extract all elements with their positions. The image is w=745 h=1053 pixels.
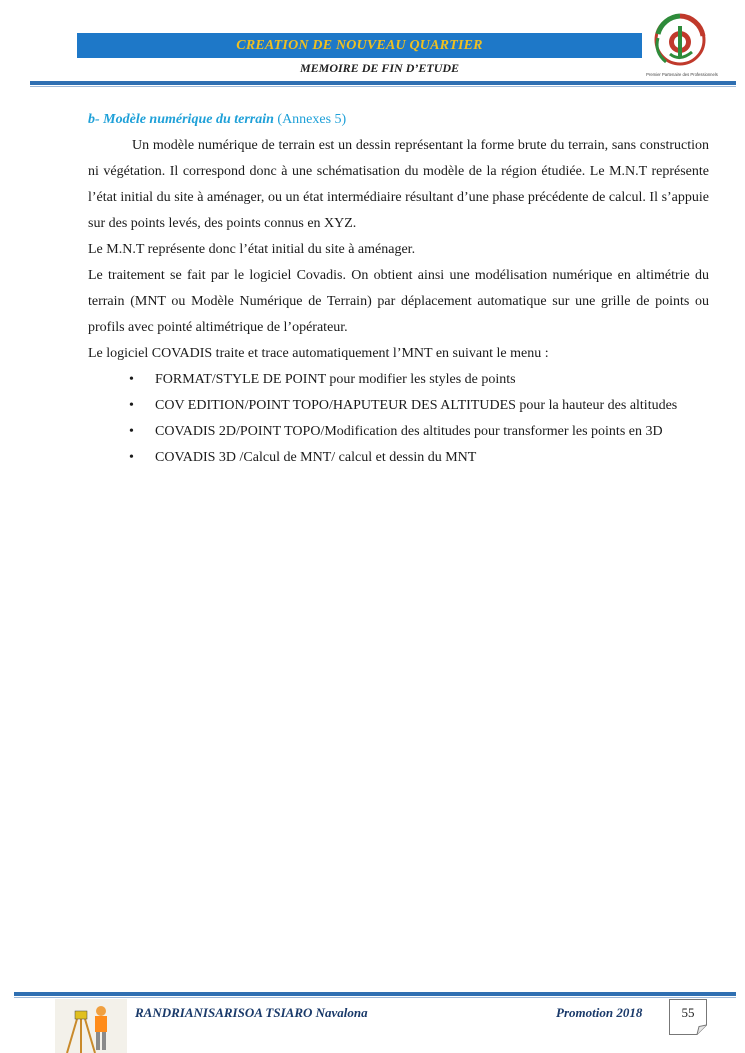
section-heading bbox=[88, 107, 709, 133]
school-logo bbox=[640, 12, 724, 80]
section-heading-text: b- Modèle numérique du terrain bbox=[88, 112, 274, 127]
list-item: • COVADIS 2D/POINT TOPO/Modification des altitudes pour transformer les points en 3D bbox=[88, 419, 709, 445]
paragraph-menu-intro: Le logiciel COVADIS traite et trace automatiquement l’MNT en suivant le menu : bbox=[88, 346, 549, 361]
list-item: • FORMAT/STYLE DE POINT pour modifier les styles de points bbox=[88, 367, 709, 393]
annex-reference: (Annexes 5) bbox=[277, 112, 347, 127]
menu-list bbox=[88, 367, 709, 471]
list-item: • COVADIS 3D /Calcul de MNT/ calcul et dessin du MNT bbox=[88, 445, 709, 471]
bullet-icon: • bbox=[129, 372, 134, 387]
header-title-bar bbox=[77, 33, 642, 58]
footer-promotion: Promotion 2018 bbox=[556, 1005, 643, 1020]
header-rule bbox=[30, 81, 736, 85]
footer-rule-thin bbox=[14, 997, 736, 998]
footer-author: RANDRIANISARISOA TSIARO Navalona bbox=[135, 1005, 368, 1020]
bullet-icon: • bbox=[129, 398, 134, 413]
page-number: 55 bbox=[681, 1005, 695, 1020]
page-content bbox=[88, 107, 709, 471]
bullet-icon: • bbox=[129, 424, 134, 439]
header-rule-thin bbox=[30, 86, 736, 87]
paragraph-intro: Un modèle numérique de terrain est un dessin représentant la forme brute du terrain, sans construction ni végétation. Il correspond donc à une schématisation du modèle de la région étudiée. Le M.N.T représente l’état initial du site à aménager, ou un état intermédiaire résultant d’une phase précédente de calcul. Il s’appuie sur des points levés, des points connus en XYZ. bbox=[88, 138, 709, 231]
logo-caption: Premier Partenaire des Professionnels bbox=[646, 72, 718, 77]
header-subtitle: MEMOIRE DE FIN D’ETUDE bbox=[300, 61, 460, 75]
header-title: CREATION DE NOUVEAU QUARTIER bbox=[236, 37, 483, 53]
surveyor-illustration bbox=[55, 999, 127, 1053]
list-item: • COV EDITION/POINT TOPO/HAPUTEUR DES ALTITUDES pour la hauteur des altitudes bbox=[88, 393, 709, 419]
bullet-icon: • bbox=[129, 450, 134, 465]
paragraph-mnt-state: Le M.N.T représente donc l’état initial du site à aménager. bbox=[88, 242, 416, 257]
footer-rule bbox=[14, 992, 736, 996]
paragraph-covadis-processing: Le traitement se fait par le logiciel Covadis. On obtient ainsi une modélisation numérique en altimétrie du terrain (MNT ou Modèle Numérique de Terrain) par déplacement automatique sur une grille de points ou profils avec pointé altimétrique de l’opérateur. bbox=[88, 268, 709, 335]
